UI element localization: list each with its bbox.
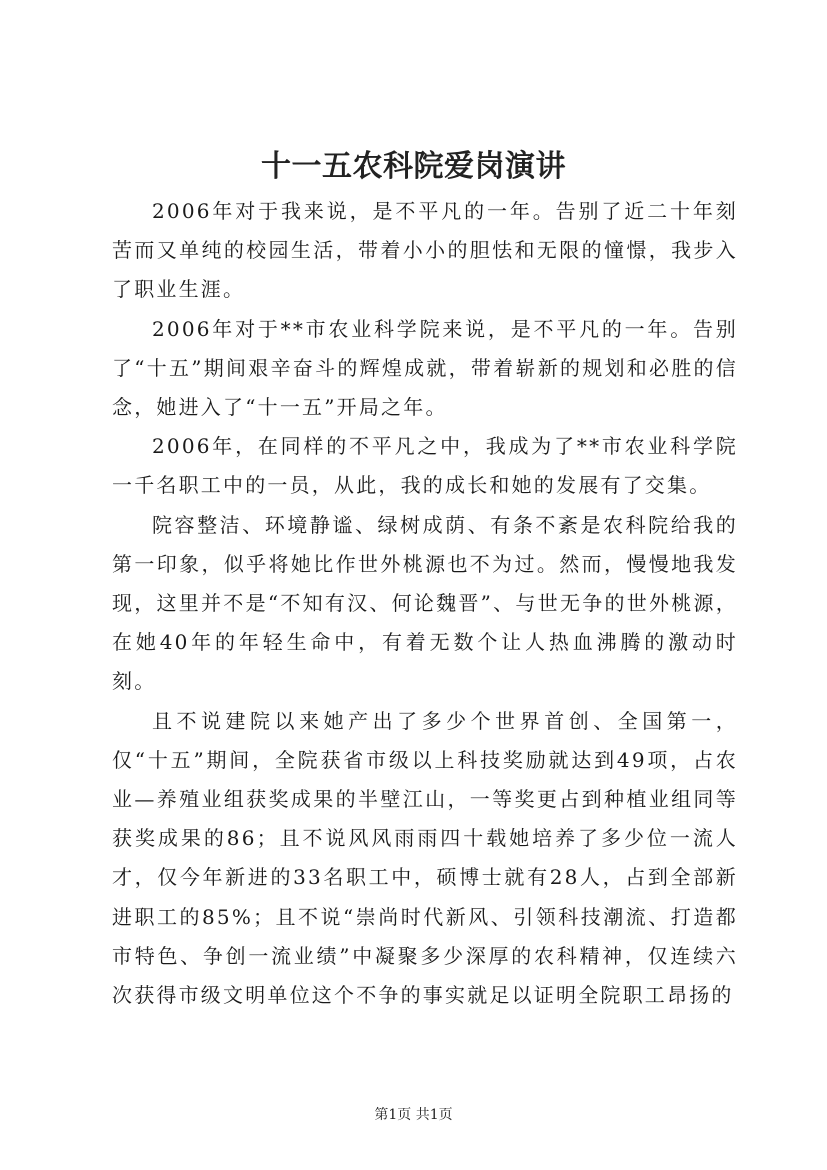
page-footer: 第1页 共1页 xyxy=(374,1107,453,1123)
paragraph: 2006年，在同样的不平凡之中，我成为了**市农业科学院一千名职工中的一员，从此，我的成长和她的发展有了交集。 xyxy=(112,434,738,498)
paragraph: 2006年对于**市农业科学院来说，是不平凡的一年。告别了“十五”期间艰辛奋斗的辉煌成就，带着崭新的规划和必胜的信念，她进入了“十一五”开局之年。 xyxy=(112,316,738,420)
document-body xyxy=(112,192,738,1015)
paragraph: 且不说建院以来她产出了多少个世界首创、全国第一，仅“十五”期间，全院获省市级以上科技奖励就达到49项，占农业—养殖业组获奖成果的半壁江山，一等奖更占到种植业组同等获奖成果的86；且不说风风雨雨四十载她培养了多少位一流人才，仅今年新进的33名职工中，硕博士就有28人，占到全部新进职工的85%；且不说“崇尚时代新风、引领科技潮流、打造都市特色、争创一流业绩”中凝聚多少深厚的农科精神，仅连续六次获得市级文明单位这个不争的事实就足以证明全院职工昂扬的 xyxy=(112,708,738,1008)
paragraph: 院容整洁、环境静谧、绿树成荫、有条不紊是农科院给我的第一印象，似乎将她比作世外桃源也不为过。然而，慢慢地我发现，这里并不是“不知有汉、何论魏晋”、与世无争的世外桃源，在她40年的年轻生命中，有着无数个让人热血沸腾的激动时刻。 xyxy=(112,512,738,694)
paragraph: 2006年对于我来说，是不平凡的一年。告别了近二十年刻苦而又单纯的校园生活，带着小小的胆怯和无限的憧憬，我步入了职业生涯。 xyxy=(112,199,738,302)
document-title: 十一五农科院爱岗演讲 xyxy=(261,149,566,184)
